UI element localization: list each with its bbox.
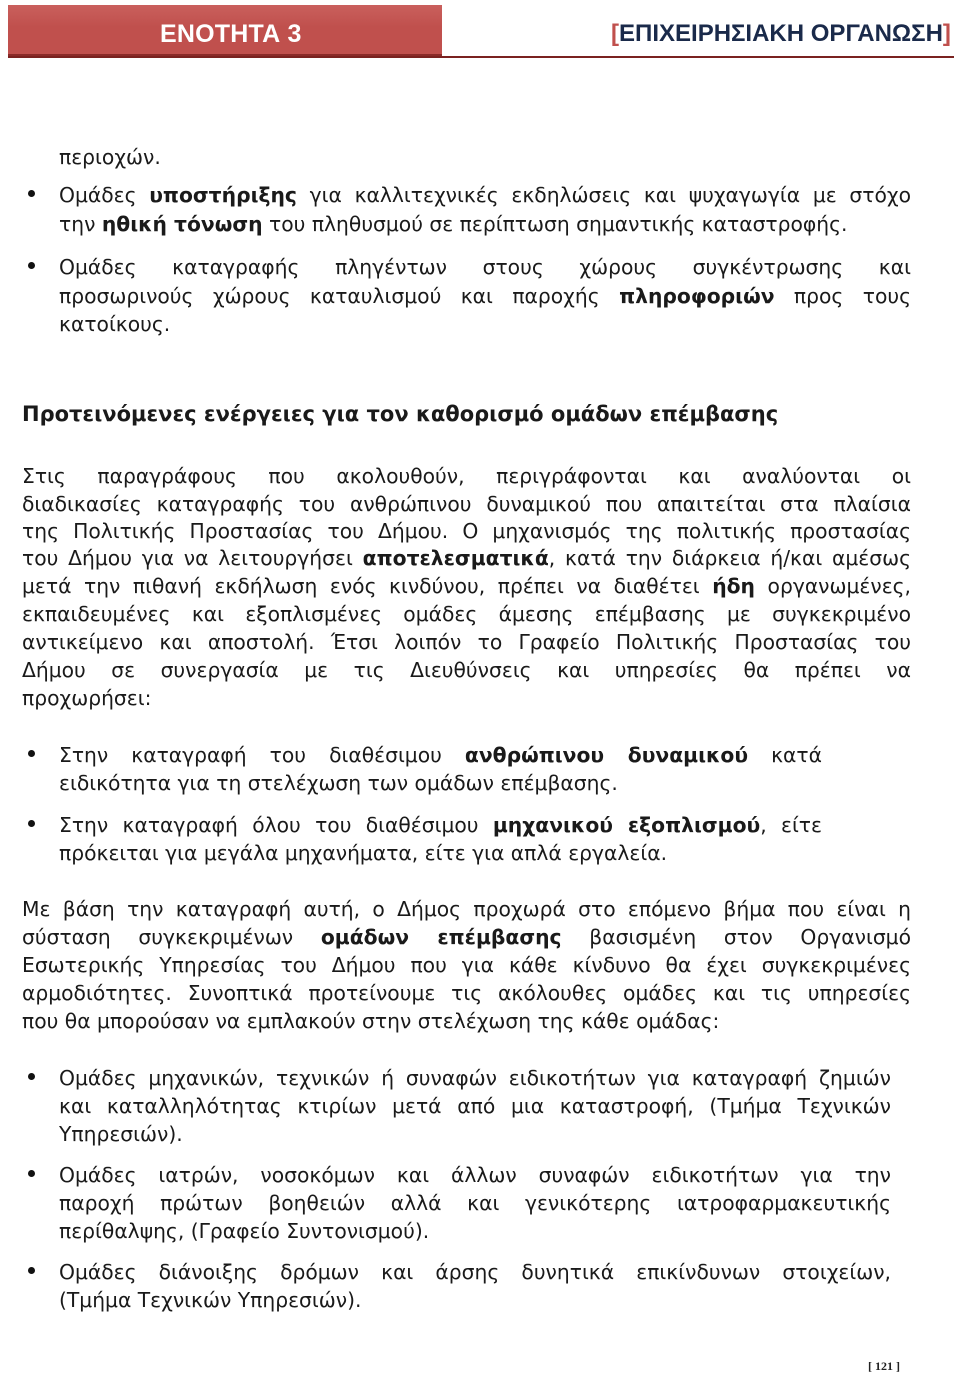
paragraph-line: Με βάση την καταγραφή αυτή, ο Δήμος προχωρά στο επόμενο βήμα που είναι η (22, 897, 911, 921)
bullet-dot (28, 1170, 35, 1177)
section-label: ΕΝΟΤΗΤΑ 3 (160, 20, 302, 48)
bullet-dot (28, 1267, 35, 1274)
list-item-line: και καταλληλότητας κτιρίων μετά από μια καταστροφή, (Τμήμα Τεχνικών (59, 1094, 891, 1118)
page-number: [ 121 ] (868, 1359, 900, 1373)
bullet-dot (28, 262, 35, 269)
bullet-line: ειδικότητα για τη στελέχωση των ομάδων επέμβασης. (59, 771, 618, 795)
paragraph-line: μετά την πιθανή εκδήλωση ενός κινδύνου, πρέπει να διαθέτει ήδη οργανωμένες, (22, 574, 912, 598)
paragraph-line: Δήμου σε συνεργασία με τις Διευθύνσεις και υπηρεσίες θα πρέπει να (22, 658, 911, 682)
list-item-line: Ομάδες μηχανικών, τεχνικών ή συναφών ειδικοτήτων για καταγραφή ζημιών (59, 1066, 891, 1090)
paragraph-line: της Πολιτικής Προστασίας του Δήμου. Ο μηχανισμός της πολιτικής προστασίας (22, 519, 911, 543)
bullet-dot (28, 1073, 35, 1080)
bullet-line: την ηθική τόνωση του πληθυσμού σε περίπτωση σημαντικής καταστροφής. (59, 212, 848, 236)
header-rule (8, 56, 954, 58)
paragraph-line: προχωρήσει: (22, 686, 152, 710)
chapter-title (611, 18, 951, 50)
paragraph-line: Εσωτερικής Υπηρεσίας του Δήμου που για κάθε κίνδυνο θα έχει συγκεκριμένες (22, 953, 911, 977)
list-item-line: Υπηρεσιών). (59, 1122, 183, 1146)
bullet-dot (28, 190, 35, 197)
bullet-line: πρόκειται για μεγάλα μηχανήματα, είτε για απλά εργαλεία. (59, 841, 668, 865)
bullet-line: προσωρινούς χώρους καταυλισμού και παροχής πληροφοριών προς τους (59, 284, 912, 308)
bullet-line: Ομάδες καταγραφής πληγέντων στους χώρους συγκέντρωσης και (59, 255, 911, 279)
list-item-line: Ομάδες ιατρών, νοσοκόμων και άλλων συναφών ειδικοτήτων για την (59, 1163, 891, 1187)
bullet-line: Στην καταγραφή του διαθέσιμου ανθρώπινου δυναμικού κατά (59, 743, 822, 767)
bullet-line: Ομάδες υποστήριξης για καλλιτεχνικές εκδηλώσεις και ψυχαγωγία με στόχο (59, 183, 911, 207)
list-item-line: περίθαλψης, (Γραφείο Συντονισμού). (59, 1219, 430, 1243)
paragraph-line: Στις παραγράφους που ακολουθούν, περιγράφονται και αναλύονται οι (22, 464, 911, 488)
continuation-text: περιοχών. (59, 145, 161, 169)
bracket-open: [ (611, 20, 619, 47)
list-item-line: Ομάδες διάνοιξης δρόμων και άρσης δυνητικά επικίνδυνων στοιχείων, (59, 1260, 891, 1284)
list-item-line: (Τμήμα Τεχνικών Υπηρεσιών). (59, 1288, 362, 1312)
paragraph-line: που θα μπορούσαν να εμπλακούν στην στελέχωση της κάθε ομάδας: (22, 1009, 720, 1033)
bullet-dot (28, 820, 35, 827)
bullet-dot (28, 750, 35, 757)
list-item-line: παροχή πρώτων βοηθειών αλλά και γενικότερης ιατροφαρμακευτικής (59, 1191, 891, 1215)
bracket-close: ] (942, 20, 951, 47)
paragraph-line: του Δήμου για να λειτουργήσει αποτελεσματικά, κατά την διάρκεια ή/και αμέσως (22, 546, 912, 570)
paragraph-line: αντικείμενο και αποστολή. Έτσι λοιπόν το Γραφείο Πολιτικής Προστασίας του (22, 630, 911, 654)
paragraph-line: διαδικασίες καταγραφής του ανθρώπινου δυναμικού που απαιτείται στα πλαίσια (22, 492, 911, 516)
bullet-line: Στην καταγραφή όλου του διαθέσιμου μηχανικού εξοπλισμού, είτε (59, 813, 822, 837)
paragraph-line: εκπαιδευμένες και εξοπλισμένες ομάδες άμεσης επέμβασης με συγκεκριμένο (22, 602, 911, 626)
paragraph-line: σύσταση συγκεκριμένων ομάδων επέμβασης βασισμένη στον Οργανισμό (22, 925, 911, 949)
bullet-line: κατοίκους. (59, 312, 171, 336)
paragraph-line: αρμοδιότητες. Συνοπτικά προτείνουμε τις ακόλουθες ομάδες και τις υπηρεσίες (22, 981, 911, 1005)
section-heading: Προτεινόμενες ενέργειες για τον καθορισμό ομάδων επέμβασης (22, 402, 779, 426)
chapter-title-text: ΕΠΙΧΕΙΡΗΣΙΑΚΗ ΟΡΓΑΝΩΣΗ (619, 20, 943, 47)
